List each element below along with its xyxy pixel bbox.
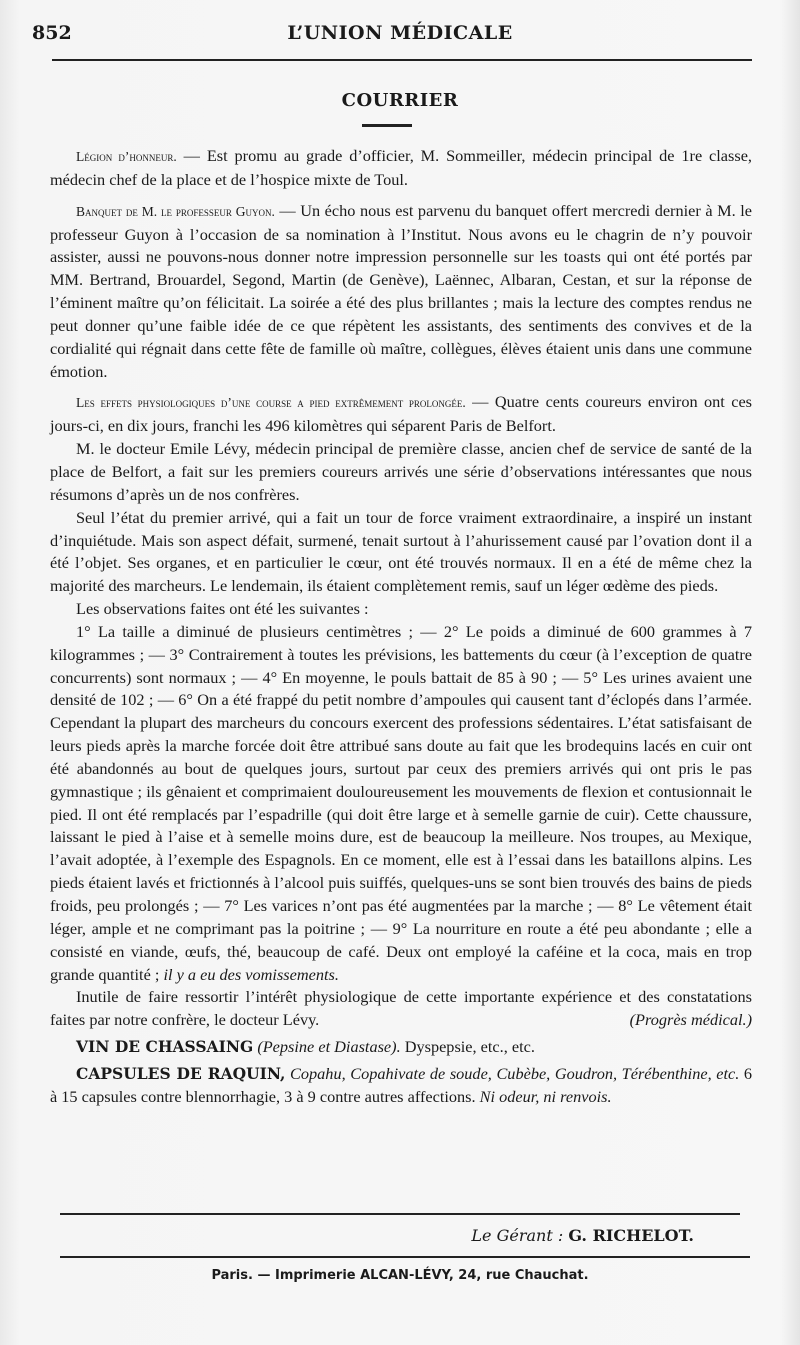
article-body [50, 145, 752, 1109]
effets-p6 [50, 986, 752, 1032]
journal-title: L’UNION MÉDICALE [287, 22, 513, 44]
banquet-paragraph [50, 200, 752, 384]
section-rule [362, 124, 412, 127]
page-number: 852 [32, 22, 72, 44]
effets-p2: M. le docteur Emile Lévy, médecin principal de première classe, ancien chef de service de santé de la place de Belfort, a fait sur les premiers coureurs arrivés une série d’observations intéressantes que nous résumons d’après un de nos confrères. [50, 439, 752, 504]
legion-text: — Est promu au grade d’officier, M. Sommeiller, médecin principal de 1re classe, médecin chef de la place et de l’hospice mixte de Toul. [50, 146, 753, 189]
effets-p6-text: Inutile de faire ressortir l’intérêt physiologique de cette importante expérience et des constatations faites par notre confrère, le docteur Lévy. [50, 987, 752, 1030]
capsules-text: 6 à 15 capsules contre blennorrhagie, 3 à 9 contre autres affections. [50, 1063, 752, 1106]
gerant-line [471, 1226, 694, 1245]
footer-rule-top [60, 1213, 740, 1215]
gerant-label: Le Gérant : [471, 1226, 569, 1245]
effets-p5 [50, 621, 752, 987]
effets-paragraph [50, 391, 752, 438]
effets-text: — Quatre cents coureurs environ ont ces jours-ci, en dix jours, franchi les 496 kilomètres qui séparent Paris de Belfort. [50, 392, 753, 436]
effets-p3: Seul l’état du premier arrivé, qui a fait un tour de force vraiment extraordinaire, a inspiré un instant d’inquiétude. Mais son aspect défait, surmené, tenait surtout à l’ahurissement causé par l’ovation dont il a été l’objet. Ses organes, et en particulier le cœur, ont été trouvés normaux. Il en a été de même chez la majorité des marcheurs. Le lendemain, ils étaient complètement remis, sauf un léger œdème des pieds. [50, 507, 752, 596]
vin-paren: (Pepsine et Diastase). [257, 1037, 401, 1057]
vin-ad [50, 1036, 752, 1059]
effets-heading: Les effets physiologiques d’une course a pied extrêmement prolongée. [76, 395, 466, 411]
capsules-title: CAPSULES DE RAQUIN, [76, 1063, 286, 1083]
effets-p5-italic: il y a eu des vomissements. [159, 964, 339, 984]
banquet-heading: Banquet de M. le professeur Guyon. [76, 203, 275, 219]
legion-heading: Légion d’honneur. [76, 149, 177, 164]
vin-text: Dyspepsie, etc., etc. [400, 1037, 535, 1057]
printer-imprint: Paris. — Imprimerie ALCAN-LÉVY, 24, rue Chauchat. [211, 1268, 589, 1283]
banquet-text: — Un écho nous est parvenu du banquet offert mercredi dernier à M. le professeur Guyon à l’occasion de sa nomination à l’Institut. Nous avons eu le chagrin de n’y pouvoir assister, aussi ne pouvons-nous donner notre impression personnelle sur les toasts qui ont été portés par MM. Bertrand, Brouardel, Segond, Martin (de Genève), Laënnec, Albaran, Cestan, et sur la réponse de l’éminent maître qu’on félicitait. La soirée a été des plus brillantes ; mais la lecture des comptes rendus ne peut donner qu’une faible idée de ce que répètent les assistants, des sentiments des convives et de la cordialité qui régnait dans cette fête de famille où maître, collègues, élèves étaient unis dans une commune émotion. [50, 200, 752, 381]
capsules-ad [50, 1063, 752, 1109]
page-header [0, 22, 800, 64]
source-credit: (Progrès médical.) [629, 1010, 752, 1030]
effets-p5-text: 1° La taille a diminué de plusieurs centimètres ; — 2° Le poids a diminué de 600 grammes à 7 kilogrammes ; — 3° Contrairement à toutes les prévisions, les battements du cœur (à l’exception de quatre concurrents) sont normaux ; — 4° En moyenne, le pouls battait de 85 à 90 ; — 5° Les urines avaient une densité de 102 ; — 6° On a été frappé du petit nombre d’ampoules qui causent tant d’éclopés dans l’armée. Cependant la plupart des marcheurs du concours exercent des professions sédentaires. L’état satisfaisant de leurs pieds après la marche forcée doit être attribué sans doute au fait que les brodequins lacés en cuir ont été abandonnés au bout de quelques jours, surtout par ceux des premiers arrivés qui ont pris le pas gymnastique ; ils gênaient et comprimaient douloureusement les mouvements de flexion et contusionnait le pied. Il ont été remplacés par l’espadrille (qui doit être large et à semelle garnie de cuir). Cette chaussure, laissant le pied à l’aise et à semelle moins dure, est de beaucoup la meilleure. Nos troupes, au Mexique, l’avait adoptée, à l’exemple des Espagnols. En ce moment, elle est à l’essai dans les bataillons alpins. Les pieds étaient lavés et frictionnés à l’alcool puis suiffés, quelques-uns se sont bien trouvés des bains de pieds froids, peu prolongés ; — 7° Les varices n’ont pas été augmentées par la marche ; — 8° Le vêtement était léger, ample et ne comprimant pas la poitrine ; — 9° La nourriture en route a été peu abondante ; elle a consisté en viande, œufs, thé, beaucoup de café. Deux ont employé la caféine et la coca, mais en trop grande quantité ; [50, 621, 752, 984]
header-rule [52, 59, 752, 61]
capsules-italic: Copahu, Copahivate de soude, Cubèbe, Goudron, Térébenthine, etc. [285, 1063, 740, 1083]
vin-title: VIN DE CHASSAING [76, 1037, 254, 1057]
effets-p4: Les observations faites ont été les suivantes : [76, 599, 369, 619]
gerant-name: G. RICHELOT. [568, 1226, 694, 1245]
capsules-italic2: Ni odeur, ni renvois. [475, 1086, 612, 1106]
footer-rule-bottom [60, 1256, 750, 1258]
legion-paragraph [50, 145, 752, 192]
section-title: COURRIER [341, 90, 459, 111]
